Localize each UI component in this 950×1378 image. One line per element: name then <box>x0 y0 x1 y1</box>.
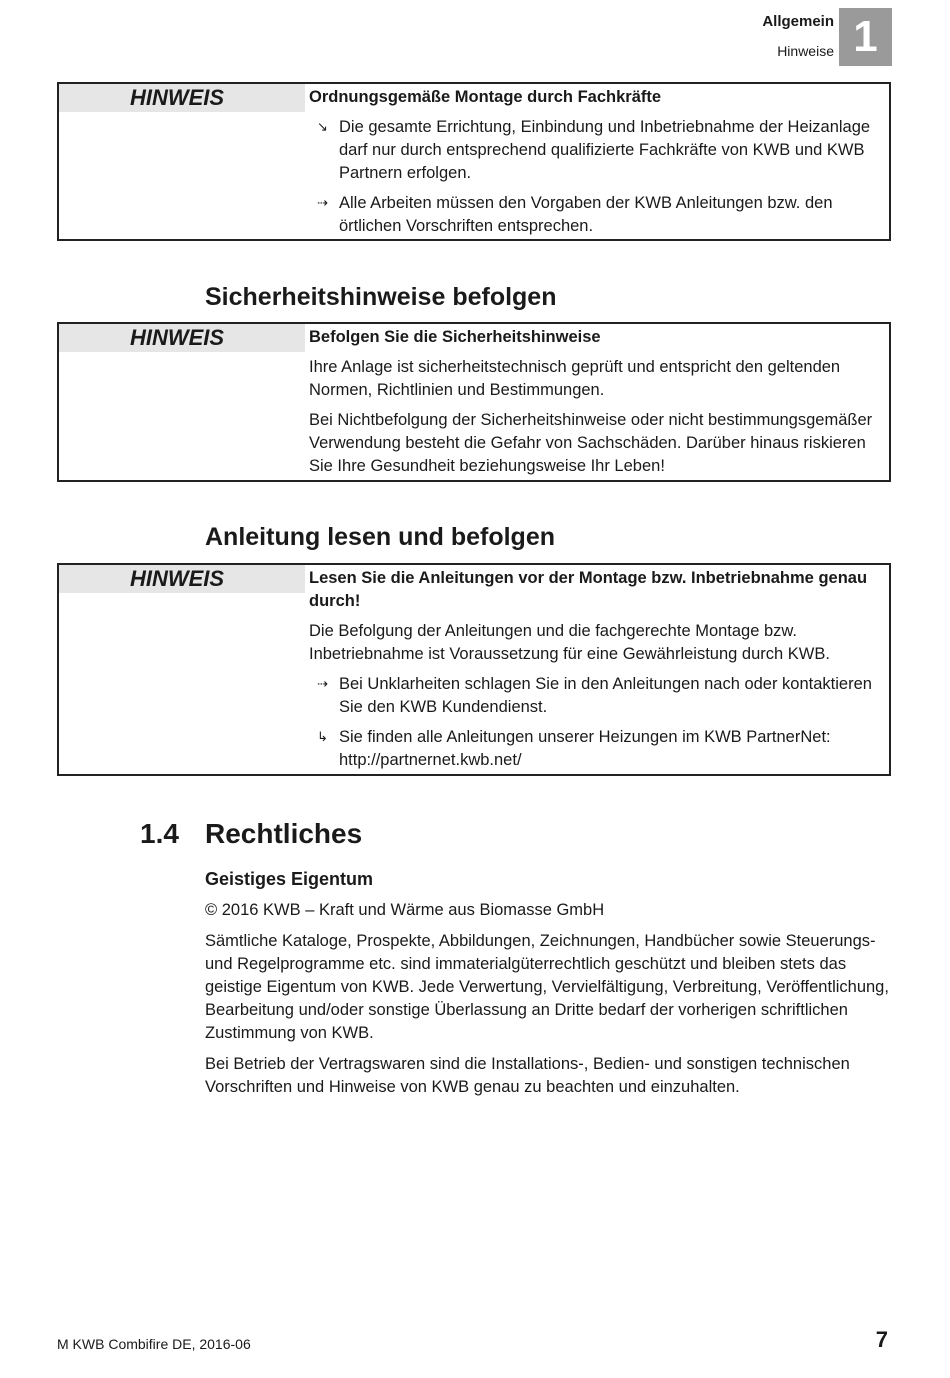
legal-paragraph: Bei Betrieb der Vertragswaren sind die Installations-, Bedien- und sonstigen technischen Vorschriften und Hinweise von KWB genau zu beachten und einzuhalten. <box>205 1055 850 1096</box>
notice-paragraph: Bei Nichtbefolgung der Sicherheitshinweise oder nicht bestimmungsgemäßer Verwendung besteht die Gefahr von Sachschäden. Darüber hinaus riskieren Sie Ihre Gesundheit beziehungsweise Ihr Leben! <box>309 411 873 475</box>
notice-body <box>309 565 889 778</box>
notice-label: HINWEIS <box>59 565 305 593</box>
notice-box-installation <box>57 82 891 241</box>
notice-label: HINWEIS <box>59 324 305 352</box>
legal-subheading: Geistiges Eigentum <box>205 869 374 889</box>
result-arrow-icon: ↳ <box>317 730 328 745</box>
page-number: 7 <box>875 1327 888 1352</box>
chapter-title: Allgemein <box>762 13 834 30</box>
notice-title: Lesen Sie die Anleitungen vor der Montage bzw. Inbetriebnahme genau durch! <box>309 569 868 610</box>
section-heading-manual: Anleitung lesen und befolgen <box>205 523 555 551</box>
notice-label: HINWEIS <box>59 84 305 112</box>
notice-paragraph: Die Befolgung der Anleitungen und die fachgerechte Montage bzw. Inbetriebnahme ist Voraussetzung für eine Gewährleistung durch KWB. <box>309 622 830 663</box>
legal-section <box>205 867 891 1107</box>
notice-item-text: Alle Arbeiten müssen den Vorgaben der KWB Anleitungen bzw. den örtlichen Vorschriften entsprechen. <box>339 194 833 235</box>
notice-item-text: Sie finden alle Anleitungen unserer Heizungen im KWB PartnerNet: http://partnernet.kwb.net/ <box>339 728 831 769</box>
chapter-number-badge: 1 <box>839 8 892 66</box>
notice-body <box>309 324 889 491</box>
notice-box-manual <box>57 563 891 776</box>
legal-paragraph: Sämtliche Kataloge, Prospekte, Abbildungen, Zeichnungen, Handbücher sowie Steuerungs- und Regelprogramme etc. sind immaterialgüterrechtlich geschützt und bleiben stets das geistige Eigentum von KWB. Jede Verwertung, Vervielfältigung, Verbreitung, Veröffentlichung, Bearbeitung und/oder sonstige Überlassung an Dritte bedarf der vorherigen schriftlichen Zustimmung von KWB. <box>205 932 889 1042</box>
copyright-line: © 2016 KWB – Kraft und Wärme aus Biomasse GmbH <box>205 901 605 919</box>
notice-item <box>309 726 883 772</box>
dashed-arrow-right-icon: ⇢ <box>317 196 328 211</box>
section-number: 1.4 <box>140 818 179 849</box>
section-title: Hinweise <box>777 43 834 59</box>
section-heading-safety: Sicherheitshinweise befolgen <box>205 283 557 311</box>
notice-item <box>309 673 883 719</box>
dashed-arrow-right-icon: ⇢ <box>317 677 328 692</box>
arrow-down-right-icon: ↘ <box>317 120 328 135</box>
running-header <box>762 12 834 61</box>
notice-item <box>309 116 883 185</box>
notice-item-text: Bei Unklarheiten schlagen Sie in den Anleitungen nach oder kontaktieren Sie den KWB Kundendienst. <box>339 675 872 716</box>
footer-document-id: M KWB Combifire DE, 2016-06 <box>57 1336 251 1352</box>
notice-item-text: Die gesamte Errichtung, Einbindung und Inbetriebnahme der Heizanlage darf nur durch entsprechend qualifizierte Fachkräfte von KWB und KWB Partnern erfolgen. <box>339 118 871 182</box>
notice-body <box>309 84 889 244</box>
section-heading-legal: Rechtliches <box>205 818 363 849</box>
notice-title: Ordnungsgemäße Montage durch Fachkräfte <box>309 88 662 106</box>
notice-title: Befolgen Sie die Sicherheitshinweise <box>309 328 601 346</box>
notice-item <box>309 192 883 238</box>
notice-box-safety <box>57 322 891 482</box>
notice-paragraph: Ihre Anlage ist sicherheitstechnisch geprüft und entspricht den geltenden Normen, Richtlinien und Bestimmungen. <box>309 358 841 399</box>
